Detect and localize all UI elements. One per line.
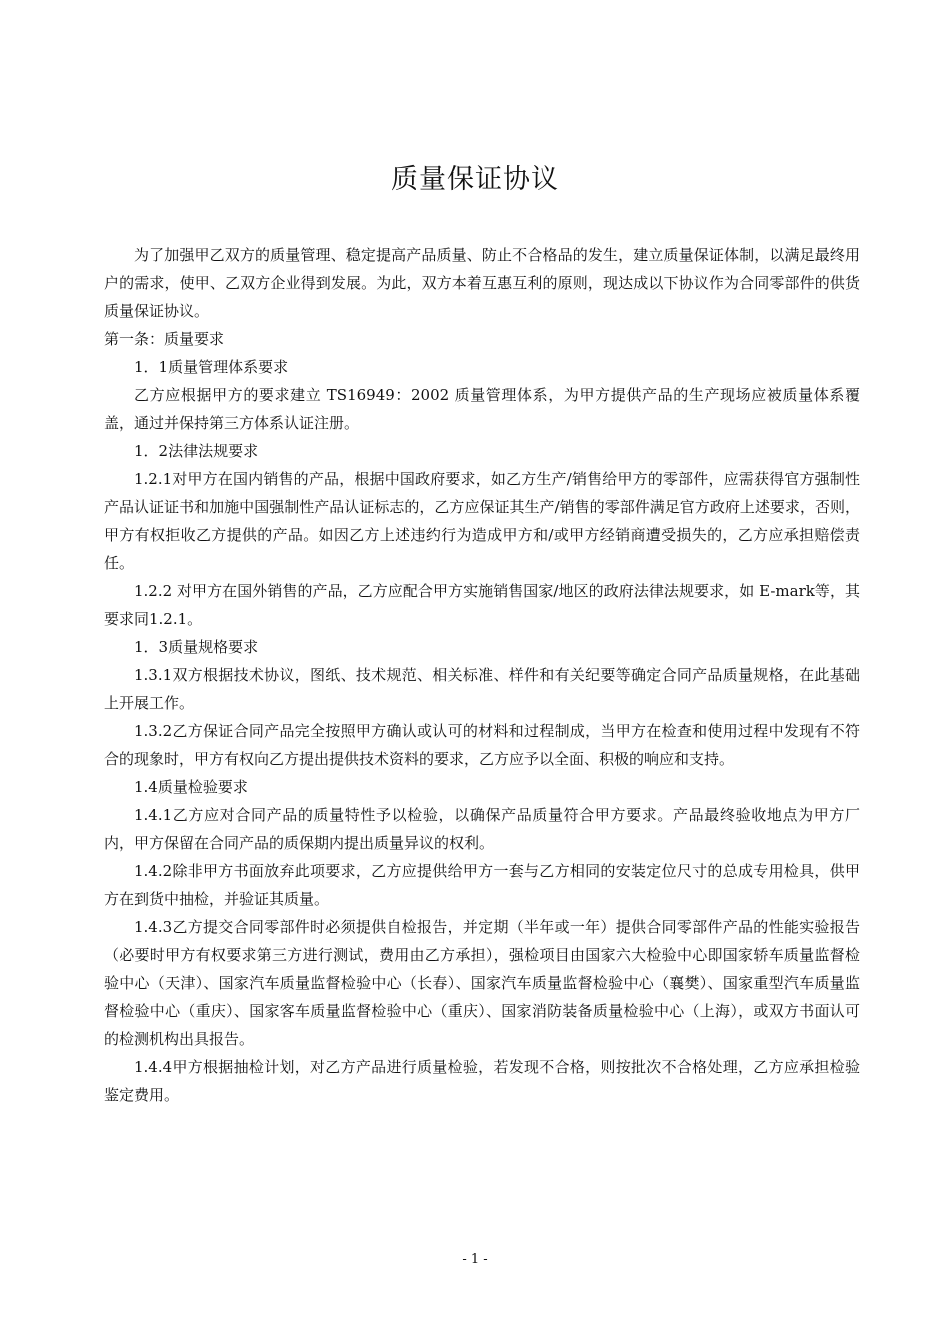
- document-body: [104, 241, 860, 1109]
- clause-1-4-3: 1.4.3乙方提交合同零部件时必须提供自检报告，并定期（半年或一年）提供合同零部件产品的性能实验报告（必要时甲方有权要求第三方进行测试，费用由乙方承担），强检项目由国家六大检验中心即国家轿车质量监督检验中心（天津）、国家汽车质量监督检验中心（长春）、国家汽车质量监督检验中心（襄樊）、国家重型汽车质量监督检验中心（重庆）、国家客车质量监督检验中心（重庆）、国家消防装备质量检验中心（上海），或双方书面认可的检测机构出具报告。: [104, 918, 860, 1048]
- clause-1-3-2: 1.3.2乙方保证合同产品完全按照甲方确认或认可的材料和过程制成，当甲方在检查和使用过程中发现有不符合的现象时，甲方有权向乙方提出提供技术资料的要求，乙方应予以全面、积极的响应和支持。: [104, 722, 860, 768]
- clause-1-2-2: 1.2.2 对甲方在国外销售的产品，乙方应配合甲方实施销售国家/地区的政府法律法规要求，如 E-mark等，其要求同1.2.1。: [104, 582, 860, 628]
- document-title: 质量保证协议: [391, 164, 559, 195]
- clause-1-3-1: 1.3.1双方根据技术协议，图纸、技术规范、相关标准、样件和有关纪要等确定合同产品质量规格，在此基础上开展工作。: [104, 666, 860, 712]
- section-1-4-heading: 1.4质量检验要求: [134, 778, 248, 796]
- section-1-1-heading: 1．1质量管理体系要求: [134, 358, 289, 376]
- section-1-2-heading: 1．2法律法规要求: [134, 442, 259, 460]
- section-1-1-paragraph: 乙方应根据甲方的要求建立 TS16949：2002 质量管理体系，为甲方提供产品的生产现场应被质量体系覆盖，通过并保持第三方体系认证注册。: [104, 386, 860, 432]
- clause-1-4-2: 1.4.2除非甲方书面放弃此项要求，乙方应提供给甲方一套与乙方相同的安装定位尺寸的总成专用检具，供甲方在到货中抽检，并验证其质量。: [104, 862, 860, 908]
- clause-1-4-4: 1.4.4甲方根据抽检计划，对乙方产品进行质量检验，若发现不合格，则按批次不合格处理，乙方应承担检验鉴定费用。: [104, 1058, 860, 1104]
- section-1-3-heading: 1．3质量规格要求: [134, 638, 259, 656]
- clause-1-2-1: 1.2.1对甲方在国内销售的产品，根据中国政府要求，如乙方生产/销售给甲方的零部件，应需获得官方强制性产品认证证书和加施中国强制性产品认证标志的，乙方应保证其生产/销售的零部件满足官方政府上述要求，否则，甲方有权拒收乙方提供的产品。如因乙方上述违约行为造成甲方和/或甲方经销商遭受损失的，乙方应承担赔偿责任。: [104, 470, 860, 572]
- clause-1-4-1: 1.4.1乙方应对合同产品的质量特性予以检验，以确保产品质量符合甲方要求。产品最终验收地点为甲方厂内，甲方保留在合同产品的质保期内提出质量异议的权利。: [104, 806, 860, 852]
- intro-paragraph: 为了加强甲乙双方的质量管理、稳定提高产品质量、防止不合格品的发生，建立质量保证体制，以满足最终用户的需求，使甲、乙双方企业得到发展。为此，双方本着互惠互利的原则，现达成以下协议作为合同零部件的供货质量保证协议。: [104, 246, 860, 320]
- article-1-heading: 第一条：质量要求: [104, 330, 225, 348]
- page-number: - 1 -: [462, 1252, 488, 1267]
